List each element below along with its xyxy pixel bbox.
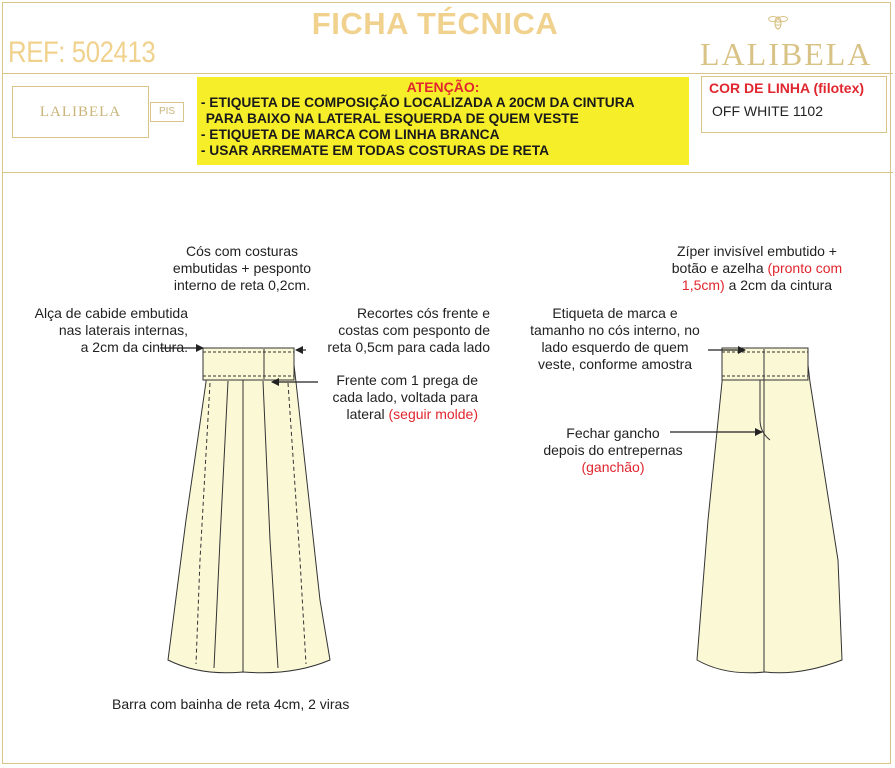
warning-line: - ETIQUETA DE MARCA COM LINHA BRANCA (200, 127, 500, 143)
label-brand-text: LALIBELA (39, 103, 122, 120)
thread-color-value: OFF WHITE 1102 (712, 103, 823, 119)
note-line: depois do entrepernas (543, 442, 683, 458)
note-red-text: 1,5cm) (681, 277, 725, 293)
warning-title: ATENÇÃO: (406, 79, 480, 95)
brand-logo: LALIBELA (700, 36, 873, 72)
note-line: a 2cm da cintura. (80, 339, 188, 355)
note-line: tamanho no cós interno, no (530, 322, 700, 338)
note-hem: Barra com bainha de reta 4cm, 2 viras (112, 696, 350, 712)
note-line: embutidas + pesponto (172, 260, 312, 276)
back-view-pants (697, 348, 842, 673)
note-line: nas laterais internas, (58, 322, 188, 338)
note-zipper (652, 243, 862, 294)
note-red-text: (seguir molde) (388, 406, 478, 422)
note-text: lateral (346, 406, 389, 422)
note-line: Cós com costuras (185, 243, 299, 259)
note-seams (300, 305, 490, 356)
note-line: costas com pesponto de (338, 322, 490, 338)
note-waistband (152, 243, 332, 294)
warning-line: - ETIQUETA DE COMPOSIÇÃO LOCALIZADA A 20CM DA CINTURA (200, 95, 635, 111)
pis-tag: PIS (150, 102, 184, 122)
note-text: a 2cm da cintura (724, 277, 833, 293)
note-line: lado esquerdo de quem (541, 339, 689, 355)
note-line: Etiqueta de marca e (552, 305, 678, 321)
note-line: Recortes cós frente e (356, 305, 490, 321)
note-crotch (520, 425, 706, 476)
note-line: Frente com 1 prega de (336, 372, 478, 388)
note-text: botão e azelha (671, 260, 768, 276)
note-line: veste, conforme amostra (537, 356, 693, 372)
note-red-text: (pronto com (767, 260, 843, 276)
note-line (652, 260, 862, 277)
note-pleat (300, 372, 478, 423)
note-line (300, 406, 478, 423)
note-line: Fechar gancho (566, 425, 660, 441)
page-title: FICHA TÉCNICA (311, 6, 559, 41)
note-hanger-loop (2, 305, 188, 356)
reference-code: REF: 502413 (8, 36, 156, 69)
note-line: Alça de cabide embutida (34, 305, 188, 321)
note-brand-label (515, 305, 715, 373)
note-line: Zíper invisível embutido + (677, 243, 837, 259)
note-line (652, 277, 862, 294)
note-line: cada lado, voltada para (332, 389, 478, 405)
thread-color-title: COR DE LINHA (filotex) (709, 80, 865, 96)
note-red-text: (ganchão) (581, 459, 645, 475)
note-line: interno de reta 0,2cm. (173, 277, 311, 293)
warning-line: PARA BAIXO NA LATERAL ESQUERDA DE QUEM VESTE (205, 111, 579, 127)
note-line: reta 0,5cm para cada lado (327, 339, 490, 355)
warning-line: - USAR ARREMATE EM TODAS COSTURAS DE RETA (200, 143, 550, 159)
